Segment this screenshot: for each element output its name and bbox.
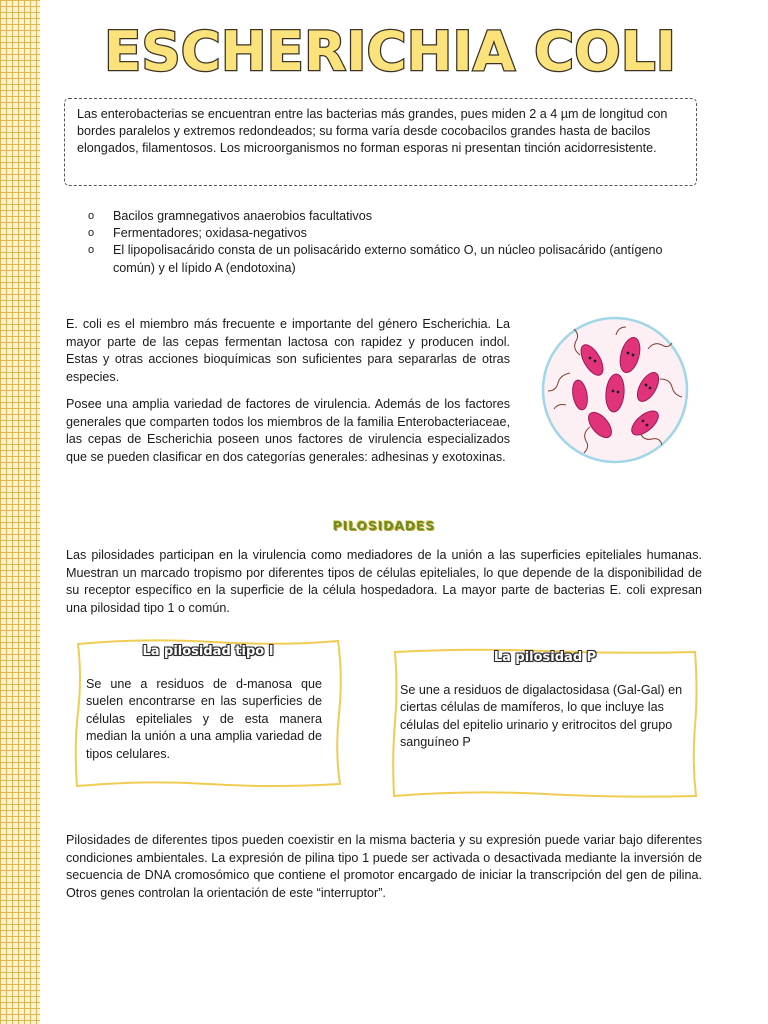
card-pilosidad-p xyxy=(390,646,700,800)
section-heading: PILOSIDADES xyxy=(332,518,436,533)
ecoli-paragraph: E. coli es el miembro más frecuente e importante del género Escherichia. La mayor parte de las cepas fermentan lactosa con rapidez y producen indol. Estas y otras acciones bioquímicas son suficientes para separarlas de otras especies. xyxy=(66,317,510,384)
feature-list xyxy=(88,208,702,277)
card-title: La pilosidad tipo I xyxy=(142,644,274,659)
page-title xyxy=(100,18,680,84)
title-art xyxy=(100,18,680,84)
list-item: o El lipopolisacárido consta de un polisacárido externo somático O, un núcleo polisacárido (antígeno común) y el lípido A (endotoxina) xyxy=(88,242,702,276)
list-item: o Fermentadores; oxidasa-negativos xyxy=(88,225,702,242)
card-title: La pilosidad P xyxy=(493,650,597,665)
bacteria-illustration xyxy=(540,315,690,465)
card-text: Se une a residuos de digalactosidasa (Gal-Gal) en ciertas células de mamíferos, lo que incluye las células del epitelio urinario y eritrocitos del grupo sanguíneo P xyxy=(400,683,683,750)
card-text: Se une a residuos de d-manosa que suelen encontrarse en las superficies de células epiteliales y de esta manera median la unión a una amplia variedad de tipos celulares. xyxy=(86,677,322,761)
virulence-paragraph: Posee una amplia variedad de factores de virulencia. Además de los factores generales que comparten todos los miembros de la familia Enterobacteriaceae, las cepas de Escherichia poseen unos factores de virulencia especializados que se pueden clasificar en dos categorías generales: adhesinas y exotoxinas. xyxy=(66,397,510,464)
card-pilosidad-tipo-1 xyxy=(72,636,344,790)
decorative-grid-strip xyxy=(0,0,40,1024)
closing-paragraph: Pilosidades de diferentes tipos pueden coexistir en la misma bacteria y su expresión puede variar bajo diferentes condiciones ambientales. La expresión de pilina tipo 1 puede ser activada o desactivada mediante la inversión de secuencia de DNA cromosómico que contiene el promotor encargado de iniciar la transcripción del gen de pilina. Otros genes controlan la orientación de este “interruptor”. xyxy=(66,833,702,900)
list-item: o Bacilos gramnegativos anaerobios facultativos xyxy=(88,208,702,225)
intro-box: Las enterobacterias se encuentran entre las bacterias más grandes, pues miden 2 a 4 µm de longitud con bordes paralelos y extremos redondeados; su forma varía desde cocobacilos grandes hasta de bacilos elongados, filamentosos. Los microorganismos no forman esporas ni presentan tinción acidorresistente. xyxy=(64,98,697,186)
pili-intro-paragraph: Las pilosidades participan en la virulencia como mediadores de la unión a las superficies epiteliales humanas. Muestran un marcado tropismo por diferentes tipos de células epiteliales, lo que depende de la disponibilidad de su receptor específico en la superficie de la célula hospedadora. La mayor parte de bacterias E. coli expresan una pilosidad tipo 1 o común. xyxy=(66,548,702,615)
title-text: ESCHERICHIA COLI xyxy=(104,20,676,83)
